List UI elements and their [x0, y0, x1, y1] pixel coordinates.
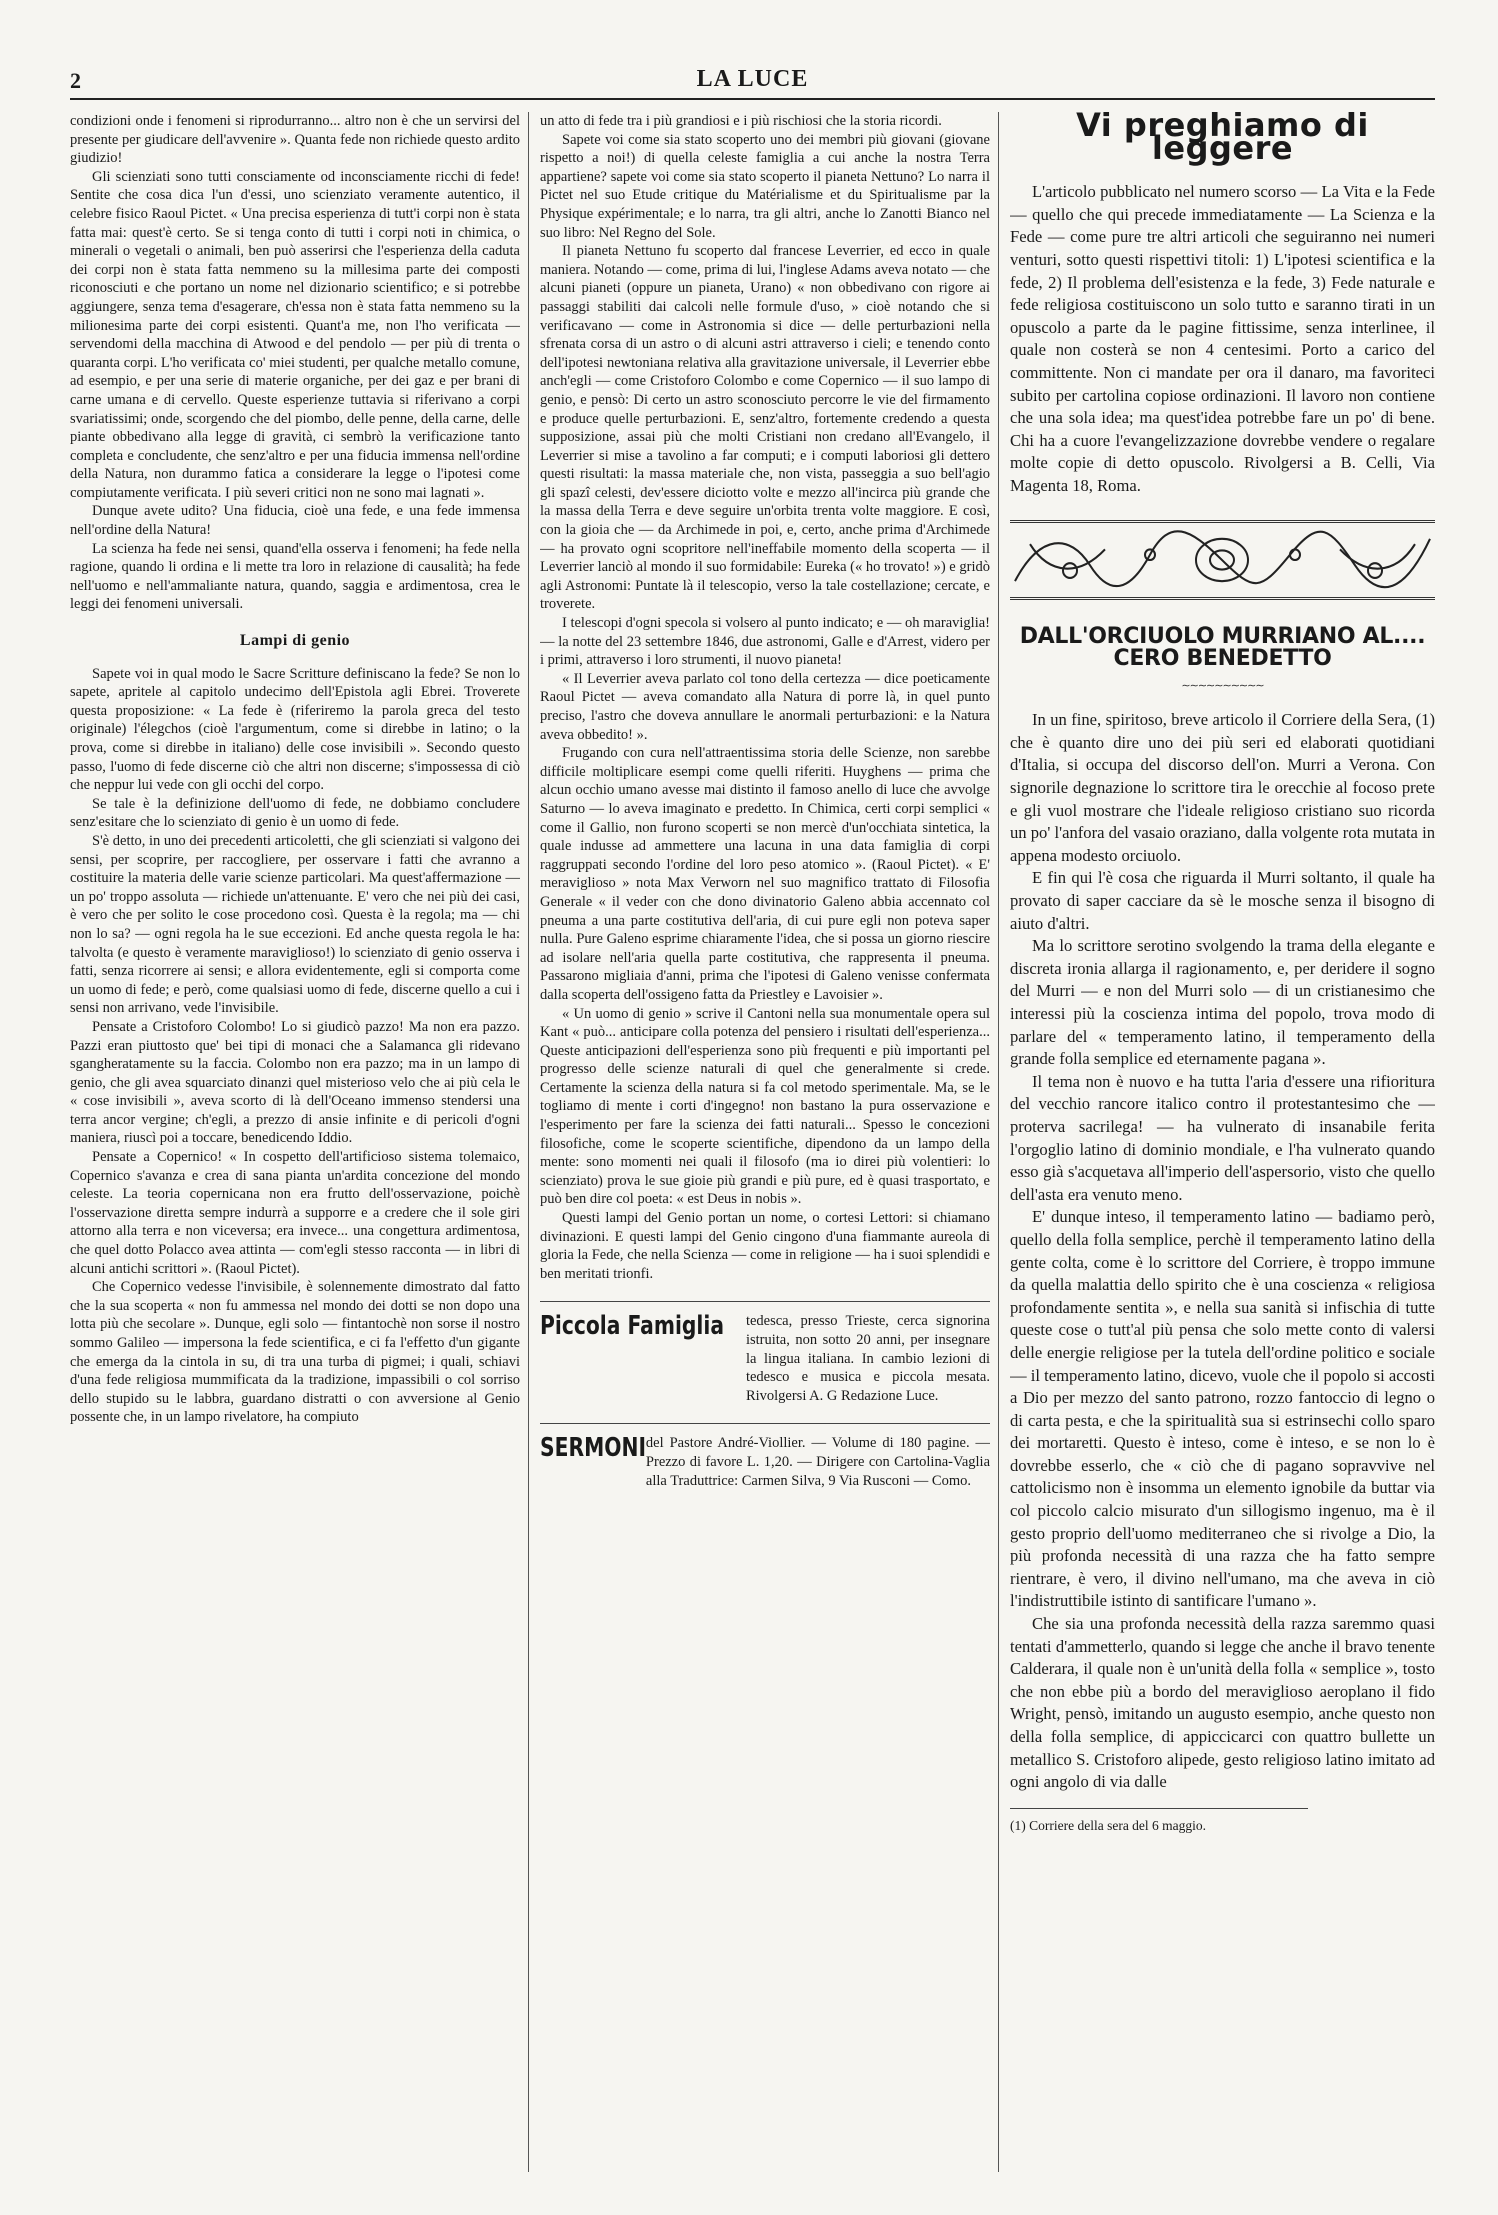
column-divider	[998, 112, 999, 2172]
paragraph: condizioni onde i fenomeni si riprodurranno... altro non è che un servirsi del presente per giudicare dell'avvenire ». Quanta fede non richiede questo ardito giudizio!	[70, 113, 520, 167]
paragraph: E' dunque inteso, il temperamento latino — badiamo però, quello della folla semplice, perchè il temperamento latino della gente colta, come è lo scrittore del Corriere, è troppo immune da quella malattia dello spirito che è una coscienza « religiosa profondamente sentita », e nella sua sanità si infischia di tutte queste cose o tutt'al più pensa che solo mette conto di valersi delle energie religiose per la tutela dell'ordine politico e sociale — il temperamento latino, dicevo, vuole che il popolo si accosti a Dio per mezzo del santo patrono, rozzo fantoccio di legno o di carta pesta, e che la spiritualità sua si estrinsechi collo sparo dei mortaretti. Questo è inteso, come è inteso, e se non lo è dovrebbe esserlo, che « ciò che di pagano sopravvive nel cattolicismo non è insomma un elemento ignobile da buttar via col piccolo calcio misurato d'un sillogismo ingenuo, ma è il gesto proprio dell'uomo mediterraneo che si rivolge a Dio, la più profonda necessità di una razza che ha fatto sempre rientrare, è vero, il divino nell'umano, ma che aveva in ciò l'indistruttibile istinto di santificare l'umano ».	[1010, 1207, 1435, 1611]
paragraph: Che Copernico vedesse l'invisibile, è solennemente dimostrato dal fatto che la sua scoperta « non fu ammessa nel mondo dei dotti se non dopo una lotta più che secolare ». Dunque, egli solo — fintantochè non sorse il nostro sommo Galileo — impersona la fede scientifica, e ci fa l'effetto d'un gigante che emerga da la cintola in su, di tra una turba di pigmei; i quali, schiavi d'una fede religiosa mummificata da la tradizione, impassibili o col sorriso dello stupido su le labbra, guardano distratti o con avversione al Genio possente che, in un lampo rivelatore, ha compiuto	[70, 1279, 520, 1426]
paragraph: Dunque avete udito? Una fiducia, cioè una fede, e una fede immensa nell'ordine della Natura!	[70, 503, 520, 539]
paragraph: Sapete voi come sia stato scoperto uno dei membri più giovani (giovane rispetto a noi!) di quella celeste famiglia a cui anche la nostra Terra appartiene? sapete voi come sia stato scoperto il pianeta Nettuno? Lo narra il Pictet nel suo Etude critique du Matérialisme et du Spiritualisme par la Physique expérimentale; e lo narra, tra gli altri, anche lo Zanotti Bianco nel suo libro: Nel Regno del Sole.	[540, 131, 990, 241]
paragraph: S'è detto, in uno dei precedenti articoletti, che gli scienziati si valgono dei sensi, per scoprire, per raccogliere, per osservare i fatti che avranno a costituire la materia delle varie scienze particolari. Ma quest'affermazione — un po' troppo assoluta — richiede un'attenuante. E' vero che nei più dei casi, è vero che per solito le cose procedono così. Questa è la regola; ma — chi non lo sa? — ogni regola ha le sue eccezioni. Ed anche questa regola le ha: talvolta (e questo è veramente maraviglioso!) lo scienziato di genio osserva i fatti, senza ricorrere ai sensi; e allora evidentemente, egli si comporta come un uomo di fede; e però, come qualsiasi uomo di fede, discerne quello a cui i sensi non arrivano, vede l'invisibile.	[70, 832, 520, 1017]
ad-text: del Pastore André-Viollier. — Volume di 180 pagine. — Prezzo di favore L. 1,20. — Dirigere con Cartolina-Vaglia alla Traduttrice: Carmen Silva, 9 Via Rusconi — Como.	[645, 1435, 990, 1489]
ad-brand: Piccola Famiglia	[540, 1311, 725, 1342]
masthead: LA LUCE	[696, 66, 809, 92]
paragraph: Ma lo scrittore serotino svolgendo la trama della elegante e discreta ironia allarga il ragionamento, e, per deridere il sogno del Murri — e non del Murri solo — di un cristianesimo che interessi più la coscienza intima del popolo, trova modo di parlare del « temperamento latino, il temperamento della grande folla semplice ed eternamente pagana ».	[1010, 936, 1435, 1069]
ad-text: tedesca, presso Trieste, cerca signorina istruita, non sotto 20 anni, per insegnare la lingua italiana. In cambio lezioni di tedesco e musica e piccola mesata. Rivolgersi A. G Redazione Luce.	[745, 1313, 990, 1404]
separator	[540, 1301, 990, 1302]
paragraph: In un fine, spiritoso, breve articolo il Corriere della Sera, (1) che è quanto dire uno dei più seri ed elaborati quotidiani d'Italia, si occupa del discorso dell'on. Murri a Verona. Con signorile degnazione lo scrittore tira le orecchie al focoso prete e gli vuol mostrare che l'ideale religioso cristiano suo ricorda un po' l'anfora del vasaio oraziano, dalla volgente rota mutata in appena modesto orciuolo.	[1010, 710, 1435, 865]
paragraph: La scienza ha fede nei sensi, quand'ella osserva i fenomeni; ha fede nella ragione, quando li ordina e li mette tra loro in relazione di causalità; ha fede nell'uomo e nell'ammaliante natura, quando, saggia e ardimentosa, crea le leggi dei fenomeni universali.	[70, 540, 520, 613]
advertisement	[540, 1434, 990, 1490]
paragraph: Pensate a Copernico! « In cospetto dell'artificioso sistema tolemaico, Copernico s'avanza e crea di sana pianta un'ardita concezione del mondo celeste. La teoria copernicana non era frutto dell'osservazione, poichè l'osservazione diretta sempre indurrà a supporre e a credere che il sole giri attorno alla terra e non viceversa; era invece... una congettura ardimentosa, che quel dotto Polacco avea attinta — com'egli stesso racconta — in libri di alcuni antichi scrittori ». (Raoul Pictet).	[70, 1149, 520, 1277]
paragraph: Il tema non è nuovo e ha tutta l'aria d'essere una rifioritura del vecchio rancore italico contro il protestantesimo che — proterva sacrilega! — ha vulnerato di insanabile ferita l'orgoglio latino di dominio mondiale, e l'ha vulnerato quando esso già s'acquetava all'imperio dell'aspersorio, visto che quello dell'asta era venuto meno.	[1010, 1071, 1435, 1204]
article-title: DALL'ORCIUOLO MURRIANO AL.... CERO BENEDETTO	[1019, 623, 1426, 672]
page-header	[70, 58, 1435, 100]
column-2	[540, 112, 990, 2182]
paragraph: Che sia una profonda necessità della razza saremmo quasi tentati d'ammetterlo, quando si legge che anche il bravo tenente Calderara, il quale non è un'unità della folla « semplice », tosto che non ebbe più a bordo del meraviglioso aeroplano il fido Wright, pensò, imitando un augusto esempio, anche questo non della folla semplice, di appiccicarci con quattro bullette un metallico S. Cristoforo alipede, gesto religioso latino imitato ad ogni angolo di via dalle	[1010, 1614, 1435, 1792]
column-1	[70, 112, 520, 2182]
footnote: (1) Corriere della sera del 6 maggio.	[1010, 1808, 1308, 1838]
paragraph: Gli scienziati sono tutti consciamente od inconsciamente ricchi di fede! Sentite che cosa dica l'un d'essi, uno scienziato veramente autentico, il celebre fisico Raoul Pictet. « Una precisa esperienza di tutt'i corpi non è stata fatta mai: quest'è certo. Se si tenga conto di tutti i corpi noti in chimica, o minerali o vegetali o animali, ben può asserirsi che l'esperienza della caduta dei corpi non è stata fatta nemmeno su la millesima parte dei composti riconosciuti e che portano un nome nel dizionario scientifico; e si potrebbe aggiungere, senza tema d'esagerare, ch'essa non è stata fatta nemmeno su la milionesima parte dei corpi esistenti. Quant'a me, non l'ho verificata — servendomi della macchina di Atwood e del pendolo — per più di trenta o quaranta corpi. L'ho verificata co' miei studenti, per qualche metallo comune, ad esempio, e per una serie di materie organiche, per dei gaz e per brani di carne umana e di cervello. Queste esperienze tuttavia si riferivano a corpi svariatissimi; onde, scorgendo che del piombo, delle penne, della carne, delle piante obbedivano alla legge di gravità, ci sembrò la verificazione tanto completa e concludente, che senz'altro e per una fiducia immensa nell'ordine della Natura, non durammo fatica a considerare la legge o l'ipotesi come compiutamente verificata. I più severi critici non ne sono mai lagnati ».	[70, 168, 520, 501]
ornament-banner	[1010, 520, 1435, 600]
paragraph: Questi lampi del Genio portan un nome, o cortesi Lettori: si chiamano divinazioni. E questi lampi del Genio cingono d'una fiammante aureola di gloria la Fede, che nella Scienza — come in religione — ha i suoi splendidi e ben meritati trionfi.	[540, 1210, 990, 1282]
paragraph: Pensate a Cristoforo Colombo! Lo si giudicò pazzo! Ma non era pazzo. Pazzi eran piuttosto que' bei tipi di monaci che a Salamanca gli ridevano sgangheratamente su la faccia. Colombo non era pazzo; ma in un lampo di genio, che gli avea squarciato dinanzi quel misterioso velo che ai più cela le « cose invisibili », aveva scorto di là dell'Oceano immenso stendersi una terra ancor vergine; ch'egli, a prezzo di ansie infinite e di pericoli d'ogni maniera, riuscì poi a toccare, benedicendo Iddio.	[70, 1018, 520, 1147]
paragraph: E fin qui l'è cosa che riguarda il Murri soltanto, il quale ha provato di saper cacciare da sè le mosche senza il bisogno di aiuto d'altri.	[1010, 868, 1435, 933]
paragraph: un atto di fede tra i più grandiosi e i più rischiosi che la storia ricordi.	[540, 113, 942, 129]
advertisement	[540, 1312, 990, 1405]
ad-brand: SERMONI	[540, 1433, 647, 1464]
header-rule	[70, 98, 1435, 100]
floral-ornament-icon	[1010, 523, 1435, 597]
paragraph: « Un uomo di genio » scrive il Cantoni nella sua monumentale opera sul Kant « può... anticipare colla potenza del pensiero i risultati dell'esperienza... Queste anticipazioni dell'esperienza sono più frequenti e più importanti pel progresso delle scienze naturali di quel che generalmente si crede. Certamente la scienza della natura si fa col metodo sperimentale. Ma, se le togliamo di mente i corti d'ingegno! non bastano la pura osservazione e l'esperimento per fare la scienza dei fatti naturali... Spesso le concezioni filosofiche, come le scoperte scientifiche, dipendono da un lampo della mente: sono momenti nei quali il filosofo (ma io direi più volentieri: lo scienziato) prova le sue gioie più grandi e più pure, ed è quasi trasportato, e può ben dire col poeta: « est Deus in nobis ».	[540, 1005, 990, 1208]
paragraph: Sapete voi in qual modo le Sacre Scritture definiscano la fede? Se non lo sapete, apritele al capitolo undecimo dell'Epistola agli Ebrei. Troverete questa proposizione: « La fede è (riferiremo la parola greca del testo originale) l'élegchos (cioè l'argumentum, come si direbbe in latino; o la prova, come si direbbe in italiano) delle cose invisibili ». Secondo questo passo, l'uomo di fede discerne ciò che altri non discerne; s'impossessa di ciò che neppur lui vede con gli occhi del corpo.	[70, 665, 520, 794]
paragraph: Il pianeta Nettuno fu scoperto dal francese Leverrier, ed ecco in quale maniera. Notando — come, prima di lui, l'inglese Adams aveva notato — che alcuni pianeti (oppure un pianeta, Urano) « non obbedivano con rigore ai passaggi stabiliti dai calcoli nelle formule d'uso, » cioè notando che si verificavano — come in Astronomia si dice — delle perturbazioni nella sfrenata corsa di un astro o di alcuni astri attraverso i cieli; e tenendo conto dell'ipotesi newtoniana relativa alla gravitazione universale, il Leverrier ebbe anch'egli — come Cristoforo Colombo e come Copernico — il suo lampo di genio, e pensò: Di certo un astro sconosciuto percorre le vie del firmamento e produce quelle perturbazioni. E, senz'altro, fortemente credendo a questa supposizione, assai più che molti Cristiani non credano all'Evangelo, il Leverrier si mise a tavolino a far computi; e i computi laboriosi gli dettero questi risultati: la massa materiale che, non vista, passeggia a suo bell'agio gli spazî celesti, dev'essere diciotto volte e mezzo all'incirca più grande che la massa della Terra e deve seguire un'orbita trenta volte maggiore. E così, con la gioia che — da Archimede in poi, e, certo, anche prima d'Archimede — ha provato ogni scopritore nell'ineffabile momento della scoperta — il Leverrier lanciò al mondo il suo formidabile: Eureka (« ho trovato! ») e gridò agli Astronomi: Puntate là il telescopio, verso la tale costellazione; cercate, e troverete.	[540, 243, 990, 613]
paragraph: Se tale è la definizione dell'uomo di fede, ne dobbiamo concludere senz'esitare che lo scienziato di genio è un uomo di fede.	[70, 795, 520, 831]
notice-title: Vi preghiamo di leggere	[1076, 112, 1369, 167]
paragraph: « Il Leverrier aveva parlato col tono della certezza — dice poeticamente Raoul Pictet — aveva comandato alla Natura di porre là, in quel punto preciso, l'astro che doveva annullare le anormali perturbazioni: e la Natura aveva obbedito! ».	[540, 670, 990, 743]
notice-text: L'articolo pubblicato nel numero scorso — La Vita e la Fede — quello che qui precede immediatamente — La Scienza e la Fede — come pure tre altri articoli che seguiranno nei numeri venturi, sotto questi rispettivi titoli: 1) L'ipotesi scientifica e la fede, 2) Il problema dell'esistenza e la fede, 3) Fede naturale e fede religiosa costituiscono un solo tutto e saranno tirati in un opuscolo a parte da le pagine fittissime, senza interlinee, il quale non costerà se non 4 centesimi. Porto a carico del committente. Non ci mandate per ora il danaro, ma favoriteci subito per cartolina copiose ordinazioni. Il lavoro non contiene che una sola idea; ma quest'idea potrebbe fare un po' di bene. Chi ha a cuore l'evangelizzazione dovrebbe vendere o regalare molte copie di detto opuscolo. Rivolgersi a B. Celli, Via Magenta 18, Roma.	[1010, 182, 1435, 495]
title-flourish: ∼∼∼∼∼∼∼∼∼∼	[1181, 679, 1264, 692]
paragraph: Frugando con cura nell'attraentissima storia delle Scienze, non sarebbe difficile moltiplicare esempi come quelli riferiti. Huyghens — prima che alcun occhio umano avesse mai distinto il famoso anello di luce che avvolge Saturno — lo aveva imaginato e predetto. In Chimica, certi corpi semplici « come il Gallio, non furono scoperti se non mercè d'un'occhiata sintetica, la quale indusse ad ammettere una lacuna in una data famiglia di corpi raggruppati secondo l'ordine del loro peso atomico ». (Raoul Pictet). « E' meraviglioso » nota Max Verworn nel suo magnifico trattato di Filosofia Generale « il veder con che dono divinatorio Galeno abbia accennato col pneuma a una parte costitutiva dell'aria, di cui pure egli non poteva saper nulla. Pure Galeno esprime chiaramente l'idea, che si possa un giorno riescire ad isolare nell'aria quella parte costitutiva, che rappresenta il pneuma. Passarono migliaia d'anni, prima che l'ipotesi di Galeno venisse confermata dalla scoperta dell'ossigeno fatta da Priestley e Lavoisier ».	[540, 745, 990, 1003]
column-3	[1010, 112, 1435, 2182]
column-divider	[528, 112, 529, 2172]
section-title: Lampi di genio	[239, 632, 351, 650]
separator	[540, 1423, 990, 1424]
page-number: 2	[70, 68, 81, 93]
paragraph: I telescopi d'ogni specola si volsero al punto indicato; e — oh maraviglia! — la notte del 23 settembre 1846, due astronomi, Galle e d'Arrest, videro per i primi, attraverso i loro strumenti, il nuovo pianeta!	[540, 615, 990, 669]
